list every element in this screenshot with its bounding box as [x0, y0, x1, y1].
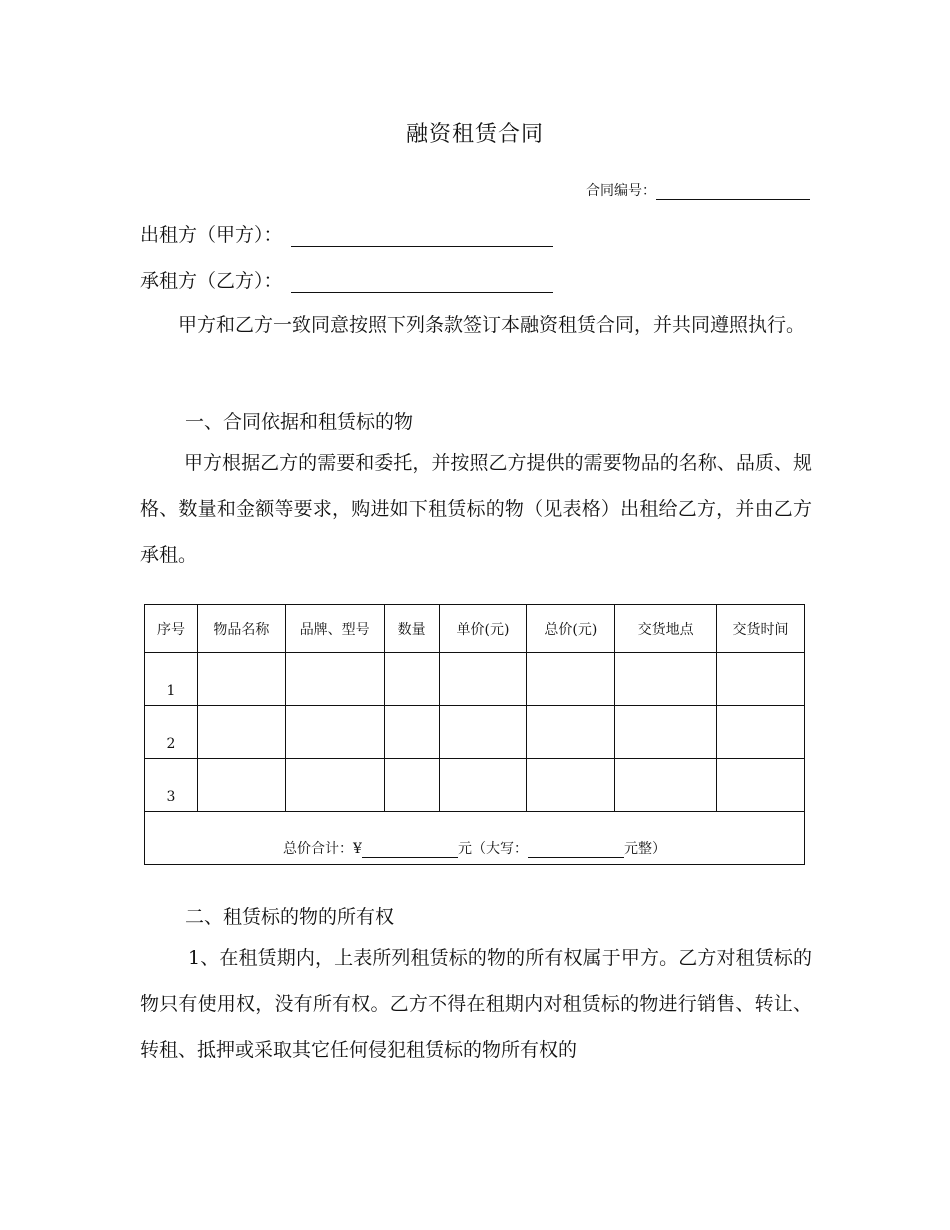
header-delivery-place: 交货地点 — [615, 605, 717, 653]
table-cell — [527, 759, 615, 812]
header-quantity: 数量 — [384, 605, 439, 653]
row-index: 3 — [145, 759, 198, 812]
table-row — [145, 653, 805, 706]
table-cell — [285, 706, 384, 759]
section1-heading: 一、合同依据和租赁标的物 — [185, 411, 414, 433]
table-cell — [197, 706, 285, 759]
items-table — [144, 604, 805, 865]
table-cell — [717, 653, 805, 706]
total-suffix: 元整） — [623, 841, 666, 857]
table-cell — [384, 653, 439, 706]
header-item-name: 物品名称 — [197, 605, 285, 653]
table-cell — [439, 706, 527, 759]
table-header-row — [145, 605, 805, 653]
table-cell — [384, 706, 439, 759]
total-uppercase-blank — [528, 843, 624, 858]
total-prefix: 总价合计：¥ — [283, 841, 362, 857]
lessor-blank — [291, 226, 553, 247]
lessor-label: 出租方（甲方）： — [140, 224, 283, 246]
total-line — [283, 838, 666, 858]
header-unit-price: 单价(元) — [439, 605, 527, 653]
total-middle: 元（大写： — [457, 841, 528, 857]
contract-number-field — [586, 180, 810, 200]
table-cell — [439, 653, 527, 706]
header-index: 序号 — [145, 605, 198, 653]
table-cell — [285, 653, 384, 706]
section2-heading: 二、租赁标的物的所有权 — [185, 906, 395, 928]
lessor-field — [140, 220, 553, 247]
header-total-price: 总价(元) — [527, 605, 615, 653]
section1-paragraph: 甲方根据乙方的需要和委托，并按照乙方提供的需要物品的名称、品质、规格、数量和金额等要求，购进如下租赁标的物（见表格）出租给乙方，并由乙方承租。 — [140, 452, 812, 566]
row-index: 2 — [145, 706, 198, 759]
table-cell — [717, 759, 805, 812]
table-cell — [527, 706, 615, 759]
section2-paragraph: 1、在租赁期内，上表所列租赁标的物的所有权属于甲方。乙方对租赁标的物只有使用权，没有所有权。乙方不得在租期内对租赁标的物进行销售、转让、转租、抵押或采取其它任何侵犯租赁标的物所有权的 — [140, 947, 812, 1061]
document-title: 融资租赁合同 — [405, 122, 544, 147]
table-cell — [717, 706, 805, 759]
table-cell — [384, 759, 439, 812]
table-cell — [285, 759, 384, 812]
lessee-field — [140, 266, 553, 293]
table-cell — [615, 653, 717, 706]
total-cell — [145, 812, 805, 865]
lessee-label: 承租方（乙方）： — [140, 270, 283, 292]
total-amount-blank — [362, 843, 458, 858]
contract-number-blank — [656, 183, 810, 200]
table-cell — [197, 759, 285, 812]
table-cell — [615, 706, 717, 759]
lessee-blank — [291, 272, 553, 293]
table-row — [145, 759, 805, 812]
header-delivery-time: 交货时间 — [717, 605, 805, 653]
contract-number-label: 合同编号： — [586, 183, 656, 199]
header-brand-model: 品牌、型号 — [285, 605, 384, 653]
table-row — [145, 706, 805, 759]
table-cell — [615, 759, 717, 812]
table-total-row — [145, 812, 805, 865]
row-index: 1 — [145, 653, 198, 706]
table-cell — [439, 759, 527, 812]
intro-paragraph: 甲方和乙方一致同意按照下列条款签订本融资租赁合同，并共同遵照执行。 — [178, 314, 806, 336]
table-cell — [197, 653, 285, 706]
table-cell — [527, 653, 615, 706]
